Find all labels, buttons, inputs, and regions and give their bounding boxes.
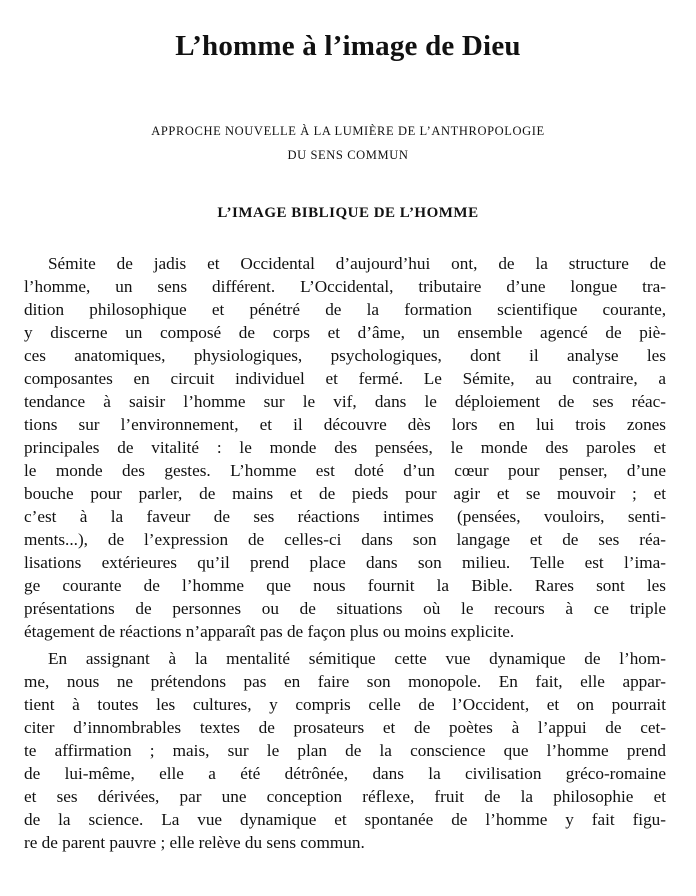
paragraph-2-line: te affirmation ; mais, sur le plan de la conscience que l’homme prend [24, 741, 666, 760]
paragraph-1-line: présentations de personnes ou de situations où le recours à ce triple [24, 599, 666, 618]
page-title: L’homme à l’image de Dieu [175, 30, 521, 62]
paragraph-2-line: de la science. La vue dynamique et spontanée de l’homme y fait figu- [24, 810, 666, 829]
paragraph-1-line: y discerne un composé de corps et d’âme, un ensemble agencé de piè- [24, 323, 666, 342]
paragraph-1-line: composantes en circuit individuel et fermé. Le Sémite, au contraire, a [24, 369, 666, 388]
paragraph-1-line: lisations extérieures qu’il prend place dans son milieu. Telle est l’ima- [24, 553, 666, 572]
section-heading: L’IMAGE BIBLIQUE DE L’HOMME [217, 205, 479, 221]
paragraph-1-line: ces anatomiques, physiologiques, psychologiques, dont il analyse les [24, 346, 666, 365]
paragraph-1-line: le monde des gestes. L’homme est doté d’un cœur pour penser, d’une [24, 461, 666, 480]
paragraph-2-line: et ses dérivées, par une conception réflexe, fruit de la philosophie et [24, 787, 666, 806]
paragraph-1-line: bouche pour parler, de mains et de pieds pour agir et se mouvoir ; et [24, 484, 666, 503]
paragraph-2-line: re de parent pauvre ; elle relève du sens commun. [24, 833, 365, 852]
subtitle-line: DU SENS COMMUN [287, 148, 409, 162]
paragraph-1-line: tions sur l’environnement, et il découvre dès lors en lui trois zones [24, 415, 666, 434]
paragraph-1-line: dition philosophique et pénétré de la formation scientifique courante, [24, 300, 666, 319]
subtitle-line: APPROCHE NOUVELLE À LA LUMIÈRE DE L’ANTHROPOLOGIE [151, 124, 545, 138]
paragraph-1-line: l’homme, un sens différent. L’Occidental, tributaire d’une longue tra- [24, 277, 666, 296]
paragraph-2-line: me, nous ne prétendons pas en faire son monopole. En fait, elle appar- [24, 672, 666, 691]
paragraph-1-line: c’est à la faveur de ses réactions intimes (pensées, vouloirs, senti- [24, 507, 666, 526]
paragraph-2-line: de lui-même, elle a été détrônée, dans la civilisation gréco-romaine [24, 764, 666, 783]
paragraph-1-line: ments...), de l’expression de celles-ci dans son langage et de ses réa- [24, 530, 666, 549]
paragraph-2-line: En assignant à la mentalité sémitique cette vue dynamique de l’hom- [48, 649, 666, 668]
paragraph-1-line: principales de vitalité : le monde des pensées, le monde des paroles et [24, 438, 666, 457]
paragraph-1-line: Sémite de jadis et Occidental d’aujourd’hui ont, de la structure de [48, 254, 666, 273]
paragraph-2-line: tient à toutes les cultures, y compris celle de l’Occident, et on pourrait [24, 695, 666, 714]
paragraph-1-line: ge courante de l’homme que nous fournit la Bible. Rares sont les [24, 576, 666, 595]
paragraph-2-line: citer d’innombrables textes de prosateurs et de poètes à l’appui de cet- [24, 718, 666, 737]
paragraph-1-line: tendance à saisir l’homme sur le vif, dans le déploiement de ses réac- [24, 392, 666, 411]
paragraph-1-line: étagement de réactions n’apparaît pas de façon plus ou moins explicite. [24, 622, 515, 641]
